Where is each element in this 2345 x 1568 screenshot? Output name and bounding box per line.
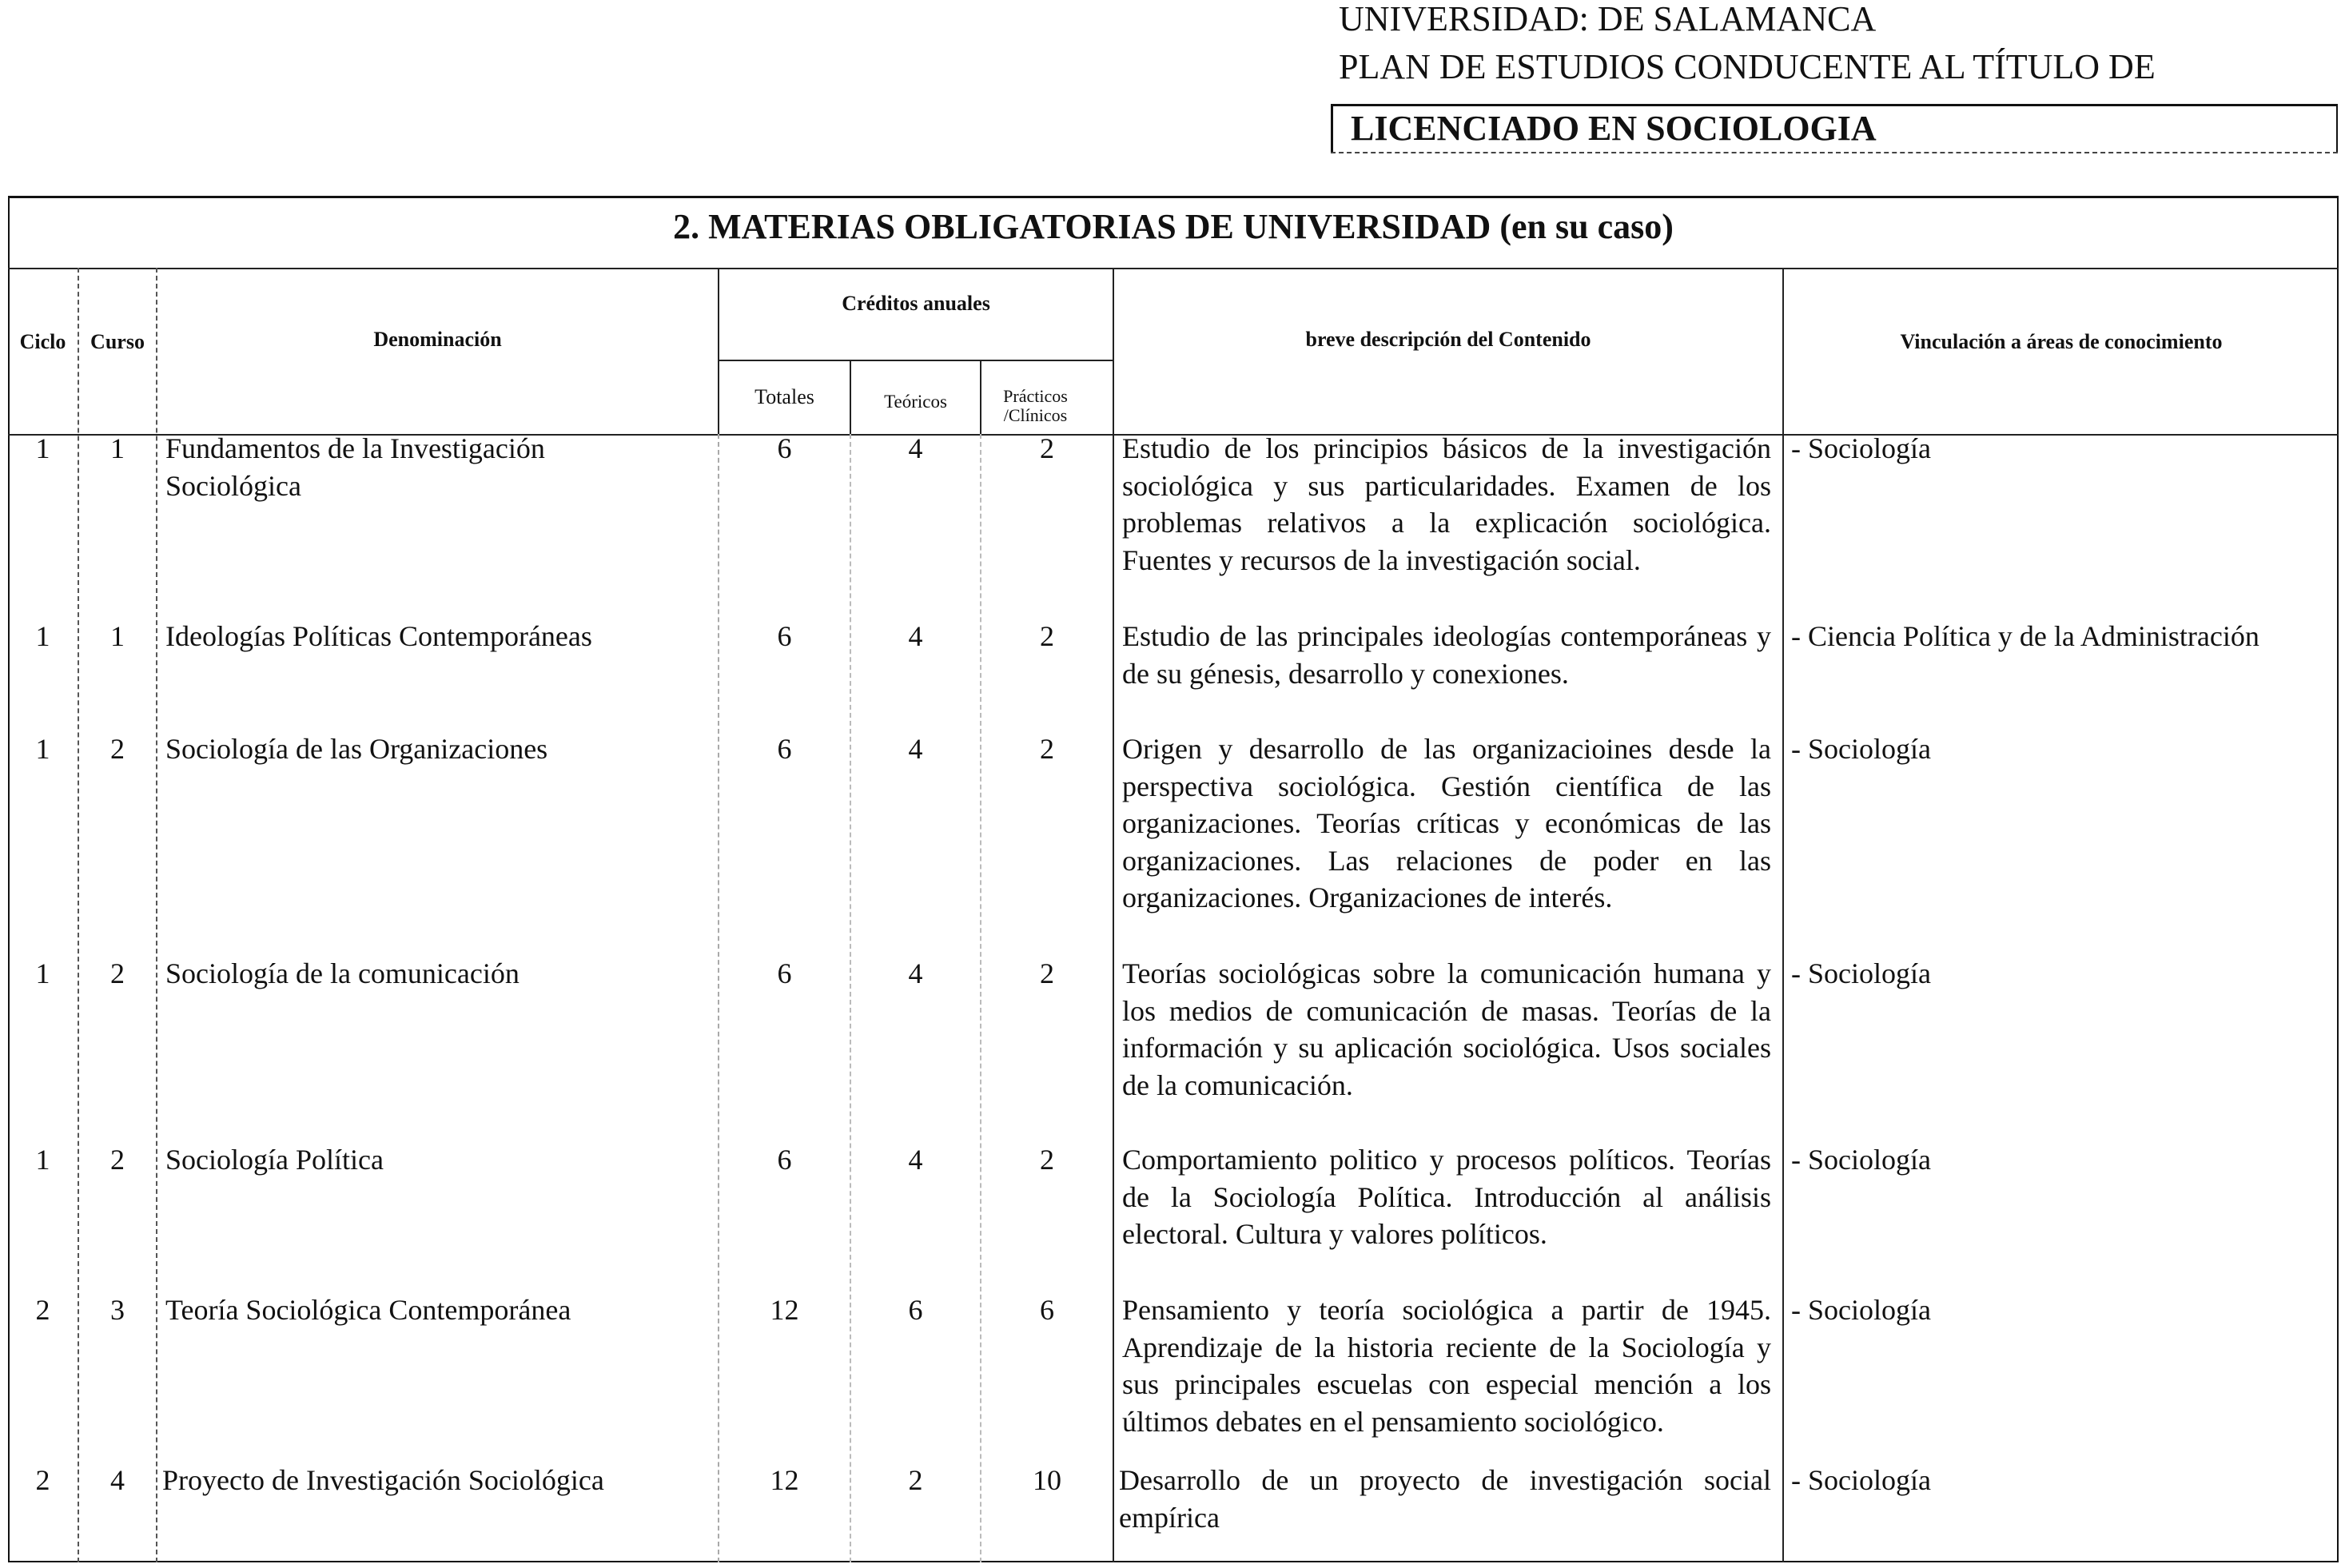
descripcion-cell: Teorías sociológicas sobre la comunicación humana y los medios de comunicación de masas. Teorías de la información y su aplicación sociológica. Usos sociales de la comunicación. bbox=[1122, 957, 1771, 1101]
ciclo-cell: 1 bbox=[35, 432, 50, 464]
practicos-cell: 2 bbox=[1040, 620, 1054, 652]
area-cell: - Sociología bbox=[1791, 1144, 1931, 1176]
curso-cell: 1 bbox=[110, 432, 125, 464]
teoricos-cell: 4 bbox=[908, 432, 923, 464]
totales-cell: 6 bbox=[777, 432, 792, 464]
teoricos-cell: 4 bbox=[908, 733, 923, 765]
university-line: UNIVERSIDAD: DE SALAMANCA bbox=[1339, 0, 1877, 38]
teoricos-cell: 4 bbox=[908, 620, 923, 652]
totales-cell: 6 bbox=[777, 620, 792, 652]
ciclo-cell: 2 bbox=[35, 1294, 50, 1326]
ciclo-cell: 1 bbox=[35, 1144, 50, 1176]
col-header-teoricos: Teóricos bbox=[884, 392, 947, 412]
col-header-curso: Curso bbox=[90, 330, 145, 353]
credits-rule bbox=[718, 360, 1113, 361]
curso-cell: 4 bbox=[110, 1464, 125, 1496]
ciclo-cell: 1 bbox=[35, 957, 50, 989]
totales-cell: 12 bbox=[770, 1294, 799, 1326]
ciclo-cell: 1 bbox=[35, 733, 50, 765]
col-header-totales: Totales bbox=[754, 385, 814, 408]
area-cell: - Sociología bbox=[1791, 1294, 1931, 1326]
denominacion-cell: Sociología de las Organizaciones bbox=[165, 733, 548, 765]
practicos-cell: 2 bbox=[1040, 957, 1054, 989]
col-header-descripcion: breve descripción del Contenido bbox=[1305, 328, 1591, 351]
practicos-cell: 2 bbox=[1040, 1144, 1054, 1176]
curso-cell: 2 bbox=[110, 957, 125, 989]
denominacion-cell: Proyecto de Investigación Sociológica bbox=[162, 1464, 604, 1496]
area-cell: - Sociología bbox=[1791, 733, 1931, 765]
teoricos-cell: 4 bbox=[908, 957, 923, 989]
denominacion-cell: Ideologías Políticas Contemporáneas bbox=[165, 620, 592, 652]
col-header-practicos: Prácticos /Clínicos bbox=[1003, 386, 1068, 426]
curso-cell: 3 bbox=[110, 1294, 125, 1326]
descripcion-cell: Pensamiento y teoría sociológica a partir de 1945. Aprendizaje de la historia reciente de la Sociología y sus principales escuelas con especial mención a los últimos debates en el pensamiento sociológico. bbox=[1122, 1294, 1771, 1438]
curso-cell: 2 bbox=[110, 1144, 125, 1176]
curso-cell: 1 bbox=[110, 620, 125, 652]
col-header-ciclo: Ciclo bbox=[19, 330, 66, 353]
title-rule bbox=[8, 268, 2339, 269]
totales-cell: 6 bbox=[777, 957, 792, 989]
col-header-creditos: Créditos anuales bbox=[842, 292, 990, 315]
practicos-cell: 2 bbox=[1040, 432, 1054, 464]
degree-title-box bbox=[1331, 104, 2338, 152]
col-divider bbox=[156, 268, 157, 1562]
denominacion-cell: Teoría Sociológica Contemporánea bbox=[165, 1294, 571, 1326]
plan-line: PLAN DE ESTUDIOS CONDUCENTE AL TÍTULO DE bbox=[1339, 47, 2156, 86]
denominacion-cell: Fundamentos de la Investigación Sociológica bbox=[165, 432, 545, 502]
descripcion-cell: Origen y desarrollo de las organizacioines desde la perspectiva sociológica. Gestión científica de las organizaciones. Teorías críticas y económicas de las organizaciones. Las relaciones de poder en las organizaciones. Organizaciones de interés. bbox=[1122, 733, 1771, 913]
totales-cell: 6 bbox=[777, 733, 792, 765]
practicos-cell: 10 bbox=[1033, 1464, 1061, 1496]
degree-title-underline bbox=[1331, 152, 2338, 153]
area-cell: - Sociología bbox=[1791, 432, 1931, 464]
col-divider bbox=[980, 434, 981, 1562]
teoricos-cell: 2 bbox=[908, 1464, 923, 1496]
col-divider bbox=[718, 434, 719, 1562]
teoricos-cell: 4 bbox=[908, 1144, 923, 1176]
totales-cell: 12 bbox=[770, 1464, 799, 1496]
area-cell: - Sociología bbox=[1791, 957, 1931, 989]
degree-title: LICENCIADO EN SOCIOLOGIA bbox=[1351, 109, 1877, 148]
practicos-cell: 6 bbox=[1040, 1294, 1054, 1326]
col-divider bbox=[1782, 268, 1784, 1562]
teoricos-cell: 6 bbox=[908, 1294, 923, 1326]
col-header-denominacion: Denominación bbox=[373, 328, 502, 351]
practicos-cell: 2 bbox=[1040, 733, 1054, 765]
col-divider bbox=[850, 434, 851, 1562]
descripcion-cell: Comportamiento politico y procesos políticos. Teorías de la Sociología Política. Introducción al análisis electoral. Cultura y valores políticos. bbox=[1122, 1144, 1771, 1250]
denominacion-cell: Sociología de la comunicación bbox=[165, 957, 520, 989]
descripcion-cell: Desarrollo de un proyecto de investigación social empírica bbox=[1119, 1464, 1771, 1534]
descripcion-cell: Estudio de los principios básicos de la investigación sociológica y sus particularidades. Examen de los problemas relativos a la explicación sociológica. Fuentes y recursos de la investigación social. bbox=[1122, 432, 1771, 576]
col-divider bbox=[1113, 268, 1114, 1562]
section-title: 2. MATERIAS OBLIGATORIAS DE UNIVERSIDAD (en su caso) bbox=[673, 207, 1674, 246]
area-cell: - Ciencia Política y de la Administración bbox=[1791, 620, 2259, 652]
denominacion-cell: Sociología Política bbox=[165, 1144, 384, 1176]
area-cell: - Sociología bbox=[1791, 1464, 1931, 1496]
ciclo-cell: 2 bbox=[35, 1464, 50, 1496]
ciclo-cell: 1 bbox=[35, 620, 50, 652]
col-header-vinculacion: Vinculación a áreas de conocimiento bbox=[1900, 330, 2223, 353]
totales-cell: 6 bbox=[777, 1144, 792, 1176]
descripcion-cell: Estudio de las principales ideologías contemporáneas y de su génesis, desarrollo y conexiones. bbox=[1122, 620, 1771, 690]
curso-cell: 2 bbox=[110, 733, 125, 765]
